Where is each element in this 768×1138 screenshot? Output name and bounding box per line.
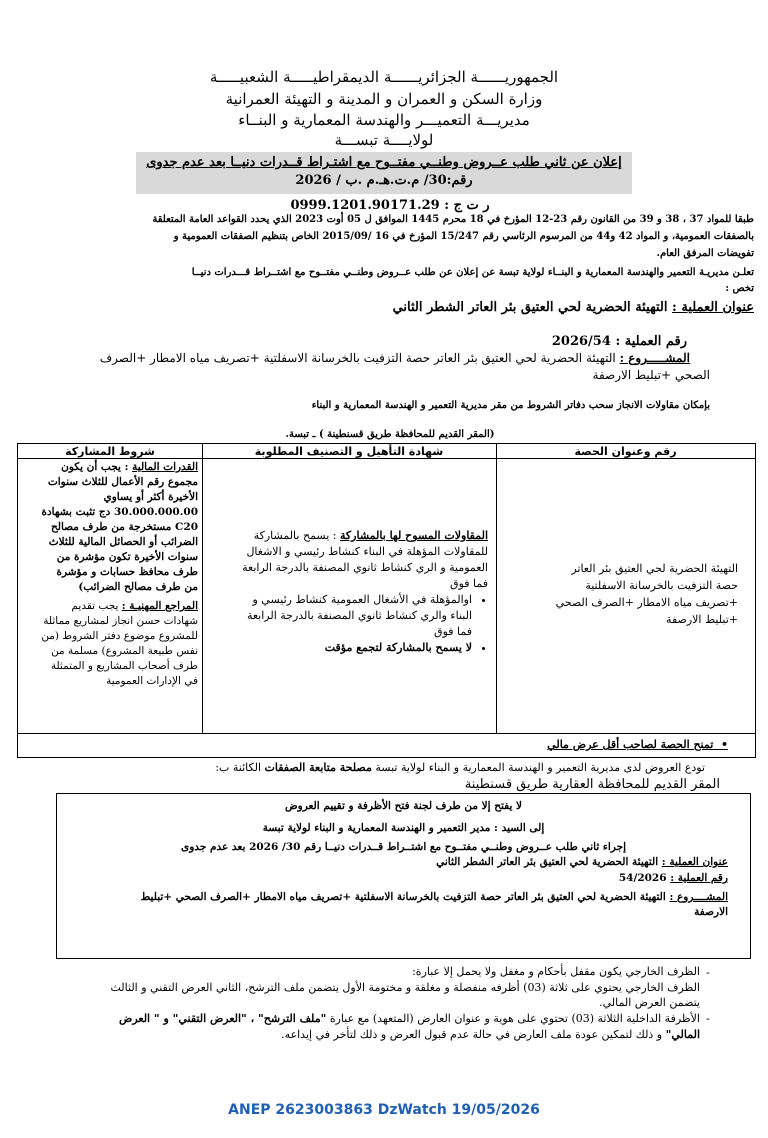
note-4-bold: "ملف الترشح" ، "العرض التقني" و " العرض (119, 1012, 327, 1025)
project-label: المشـــــروع : (619, 351, 690, 365)
legal-line-1: طبقا للمواد 37 ، 38 و 39 من القانون رقم 23-12 المؤرخ في 18 محرم 1445 الموافق ل 05 أوت 2023 الذي يحدد القواعد العامة المتعلقة (152, 214, 754, 225)
note-4 (40, 1012, 700, 1026)
operation-number-label: رقم العملية : (615, 334, 687, 349)
legal-line-3: تفويضات المرفق العام. (656, 248, 754, 259)
lot-cell (506, 560, 738, 628)
deposit-line-1 (150, 761, 705, 774)
envelope-line-3: إجراء ثاني طلب عــروض وطنــي مفتــوح مع اشتــراط قــدرات دنيــا رقم 30/ 2026 بعد عدم جدوى (181, 841, 626, 853)
envelope-number-label: رقم العملية : (670, 872, 728, 884)
project-value: التهيئة الحضرية لحي العتيق بئر العاتر حصة التزفيت بالخرسانة الاسفلتية +تصريف مياه الامطار +الصرف (99, 351, 616, 365)
note-5 (40, 1028, 700, 1042)
envelope-title (257, 856, 728, 868)
note-dash-2: - (706, 1012, 710, 1025)
header-ministry: وزارة السكن و العمران و المدينة و التهيئة العمرانية (225, 90, 543, 108)
envelope-number (457, 872, 728, 884)
lot-line-2: حصة التزفيت بالخرسانة الاسفلتية (585, 579, 738, 592)
deposit-text-a: تودع العروض لدى مديرية التعمير و الهندسة المعمارية و البناء لولاية تبسة (371, 761, 705, 774)
header-wilaya: لولايــــة تبســـة (334, 131, 434, 149)
envelope-title-label: عنوان العملية : (661, 856, 728, 868)
envelope-project (77, 890, 728, 920)
qualification-text: : يسمح بالمشاركة للمقاولات المؤهلة في البناء كنشاط رئيسي و الاشغال العمومية و الري كنشاط ثانوي المصنفة بالدرجة الرابعة فما فوق (242, 529, 488, 590)
qualification-bullet-2: • لا يسمح بالمشاركة لتجمع مؤقت (230, 640, 472, 656)
envelope-number-value: 54/2026 (618, 872, 667, 884)
announcement-number: رقم:30/ م.ت.هـ.م .ب / 2026 (295, 173, 473, 188)
project-value-2: الصحي +تبليط الارصفة (592, 368, 710, 382)
intro-line-2: تخص : (725, 283, 754, 294)
withdrawal-line-2: (المقر القديم للمحافظة طريق قسنطينة ) ـ تبسة. (285, 429, 495, 440)
envelope-line-1: لا يفتح إلا من طرف لجنة فتح الأظرفة و تقييم العروض (284, 800, 523, 812)
envelope-project-label: المشــــروع : (669, 891, 728, 903)
col-header-lot: رقم وعنوان الحصة (574, 445, 677, 458)
professional-text: يجب تقديم شهادات حسن انجاز لمشاريع مماثلة للمشروع موضوع دفتر الشروط (من نفس طبيعة المشروع) مسلمة من طرف أصحاب المشاريع و المتمثلة في الإدارات العمومية (41, 600, 198, 687)
note-5-text: و ذلك لتمكين عودة ملف العارض في حالة عدم قبول العرض و ذلك لتأخر في إيداعه. (281, 1028, 666, 1041)
lot-line-1: التهيئة الحضرية لحي العتيق بئر العاتر (571, 562, 738, 575)
operation-number-value: 2026/54 (551, 334, 611, 349)
envelope-project-value-2: الارصفة (694, 906, 728, 918)
envelope-box (56, 793, 751, 959)
qualification-cell (230, 528, 488, 656)
financial-label: القدرات المالية (132, 461, 198, 473)
envelope-title-value: التهيئة الحضرية لحي العتيق بئر العاتر الشطر الثاني (436, 856, 659, 868)
note-3: يتضمن العرض المالي. (599, 996, 700, 1009)
envelope-project-value: التهيئة الحضرية لحي العتيق بئر العاتر حصة التزفيت بالخرسانة الاسفلتية +تصريف مياه الامطار +الصرف الصحي +تبليط (140, 891, 666, 903)
announcement-title-band (136, 152, 632, 194)
operation-number (400, 334, 687, 349)
qualification-label: المقاولات المسوح لها بالمشاركة (340, 529, 488, 542)
note-1: الظرف الخارجي يكون مقفل بأحكام و مغفل ولا يحمل إلا عبارة: (412, 965, 700, 978)
note-2: الظرف الخارجي يحتوي على ثلاثة (03) أظرفه منفصلة و مغلقة و مختومة الأول يتضمن ملف الترشح، الثاني العرض التقني و الثالث (110, 981, 700, 994)
deposit-text-c: الكائنة ب: (215, 761, 265, 774)
legal-line-2: بالصفقات العمومية، و المواد 42 و44 من المرسوم الرئاسي رقم 15/247 المؤرخ في 16 /2015/09 الخاص بتنظيم الصفقات العمومية و (173, 231, 754, 242)
note-4-text: الأظرفة الداخلية الثلاثة (03) تحتوي على هوية و عنوان العارض (المتعهد) مع عبارة (326, 1012, 700, 1025)
header-directorate: مديريـــة التعميـــر والهندسة المعمارية و البنــاء (238, 111, 530, 129)
conditions-cell (40, 460, 198, 689)
qualification-bullet-1: • اوالمؤهلة في الأشغال العمومية كنشاط رئيسي و البناء والري كنشاط ثانوي المصنفة بالدرجة الرابعة فما فوق (230, 592, 472, 640)
deposit-service: مصلحة متابعة الصفقات (264, 761, 372, 774)
header-republic: الجمهوريــــــة الجزائريــــــة الديمقراطيـــــة الشعبيـــــة (209, 68, 559, 86)
operation-project (70, 350, 690, 367)
withdrawal-line-1: بإمكان مقاولات الانجاز سحب دفاتر الشروط من مقر مديرية التعمير و الهندسة المعمارية و البناء (311, 400, 710, 411)
award-note: تمنح الحصة لصاحب أقل عرض مالي (547, 738, 714, 751)
note-5-bold: المالي" (665, 1028, 700, 1041)
operation-title-label: عنوان العملية : (672, 300, 754, 315)
financial-text: : يجب أن يكون مجموع رقم الأعمال للثلاث سنوات الأخيرة أكثر أو يساوي 30.000.000.00 دج تثبت بشهادة C20 مستخرجة من طرف مصالح الضرائب أو الحصائل المالية للثلاث سنوات الأخيرة تكون مؤشرة من طرف محافظ حسابات و مؤشرة من طرف مصالح الضرائب) (41, 461, 198, 593)
deposit-line-2: المقر القديم للمحافظة العقارية طريق قسنطينة (464, 777, 720, 792)
lot-line-3: +تصريف مياه الامطار +الصرف الصحي (555, 596, 738, 609)
tax-id: ر ت ج : 0999.1201.90171.29 (290, 198, 490, 213)
note-dash-1: - (706, 966, 710, 979)
lots-table (17, 443, 756, 758)
professional-label: المراجع المهنيـة : (121, 600, 198, 612)
envelope-line-2: إلى السيد : مدير التعمير و الهندسة المعمارية و البناء لولاية تبسة (262, 822, 545, 834)
lot-line-4: +تبليط الارصفة (666, 613, 738, 626)
intro-line-1: تعلـن مديريـة التعمير والهندسة المعمارية و البنــاء لولاية تبسة عن إعلان عن طلب عــروض وطنــي مفتــوح مع اشتــراط قـــدرات دنيــا (191, 267, 754, 278)
col-header-qualification: شهادة التأهيل و التصنيف المطلوبة (254, 445, 444, 458)
operation-title (200, 300, 754, 315)
col-header-conditions: شروط المشاركة (65, 445, 155, 458)
operation-title-value: التهيئة الحضرية لحي العتيق بئر العاتر الشطر الثاني (392, 300, 668, 315)
footer-reference: ANEP 2623003863 DzWatch 19/05/2026 (228, 1102, 540, 1118)
table-footer-bullet: • تمنح الحصة لصاحب أقل عرض مالي (547, 738, 728, 751)
announcement-title: إعلان عن ثاني طلب عــروض وطنــي مفتــوح مع اشتـراط قــدرات دنيــا بعد عدم جدوى (146, 155, 622, 170)
